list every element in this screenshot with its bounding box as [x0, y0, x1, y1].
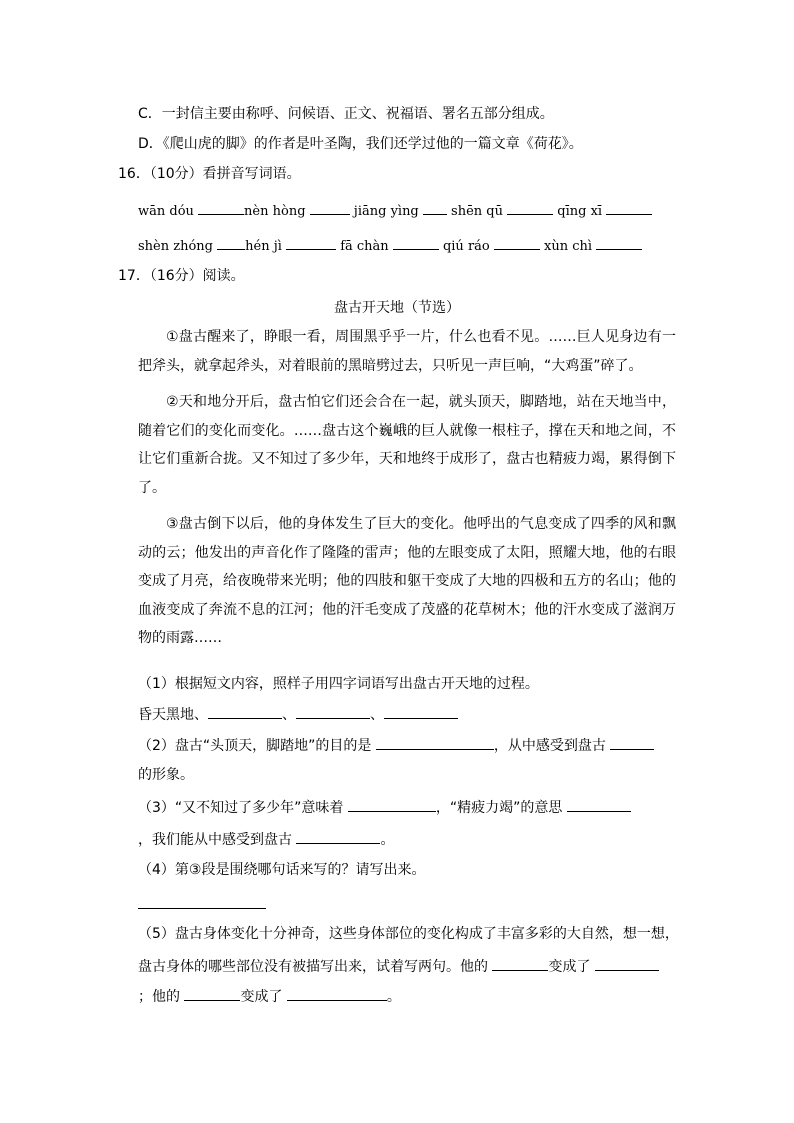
answer-blank[interactable]: [393, 235, 439, 250]
answer-blank[interactable]: [287, 986, 387, 1001]
paragraph-2: ②天和地分开后，盘古怕它们还会合在一起，就头顶天，脚踏地，站在天地当中，随着它们的变化而变化。……盘古这个巍峨的巨人就像一根柱子，撑在天和地之间，不让它们重新合拢。又不知过了多少年，天和地终于成形了，盘古也精疲力竭，累得倒下了。: [138, 394, 676, 496]
pinyin-item: nèn hòng: [244, 204, 306, 219]
answer-blank[interactable]: [138, 908, 266, 909]
pinyin-item: qīng xī: [557, 204, 603, 219]
paragraph-1: ①盘古醒来了，睁眼一看，周围黑乎乎一片，什么也看不见。……巨人见身边有一把斧头，就拿起斧头，对着眼前的黑暗劈过去，只听见一声巨响，“大鸡蛋”碎了。: [138, 329, 676, 374]
answer-blank[interactable]: [384, 704, 458, 719]
answer-blank[interactable]: [492, 956, 548, 971]
answer-blank[interactable]: [507, 200, 553, 215]
pinyin-item: shèn zhóng: [138, 239, 213, 254]
sub-question-1: （1）根据短文内容，照样子用四字词语写出盘古开天地的过程。: [138, 676, 539, 692]
question-17-heading: 17．（16分）阅读。: [118, 268, 245, 284]
answer-blank[interactable]: [494, 235, 540, 250]
answer-blank[interactable]: [606, 200, 652, 215]
question-text: 变成了: [548, 959, 591, 975]
pinyin-item: shēn qū: [451, 204, 503, 219]
question-text: 盘古身体的哪些部位没有被描写出来，试着写两句。他的: [138, 959, 488, 975]
answer-blank[interactable]: [198, 200, 244, 215]
pinyin-item: jiāng yìng: [353, 204, 419, 219]
sub-question-4: （4）第③段是围绕哪句话来写的？请写出来。: [138, 862, 426, 878]
option-c: C．一封信主要由称呼、问候语、正文、祝福语、署名五部分组成。: [138, 106, 554, 122]
answer-blank[interactable]: [310, 200, 350, 215]
sub-question-2: [138, 735, 654, 756]
answer-blank[interactable]: [423, 200, 447, 215]
pinyin-item: qiú ráo: [442, 239, 490, 254]
pinyin-item: hén jì: [245, 239, 282, 254]
separator: 、: [282, 707, 296, 723]
answer-blank[interactable]: [217, 235, 245, 250]
answer-blank[interactable]: [595, 956, 659, 971]
example-word: 昏天黑地、: [138, 707, 208, 723]
answer-blank[interactable]: [596, 235, 642, 250]
answer-blank[interactable]: [567, 797, 631, 812]
pinyin-item: fā chàn: [340, 239, 389, 254]
separator: 、: [370, 707, 384, 723]
sub-question-5-cont2: [138, 986, 401, 1007]
question-text: 。: [386, 989, 401, 1005]
sub-question-3: [138, 797, 631, 818]
question-16-heading: 16．（10分）看拼音写词语。: [118, 166, 301, 182]
sub-question-5: （5）盘古身体变化十分神奇，这些身体部位的变化构成了丰富多彩的大自然，想一想，: [138, 926, 679, 942]
answer-blank[interactable]: [208, 704, 282, 719]
question-text: ；他的: [138, 989, 180, 1005]
answer-blank[interactable]: [348, 797, 436, 812]
pinyin-row-2: [138, 235, 642, 257]
question-text: ，“精疲力竭”的意思: [435, 800, 563, 816]
question-text: ，我们能从中感受到盘古: [138, 832, 292, 848]
paragraph-3: ③盘古倒下以后，他的身体发生了巨大的变化。他呼出的气息变成了四季的风和飘动的云；他发出的声音化作了隆隆的雷声；他的左眼变成了太阳，照耀大地，他的右眼变成了月亮，给夜晚带来光明；他的四肢和躯干变成了大地的四极和五方的名山；他的血液变成了奔流不息的江河；他的汗毛变成了茂盛的花草树木；他的汗水变成了滋润万物的雨露……: [138, 516, 676, 646]
pinyin-item: wān dóu: [138, 204, 194, 219]
answer-blank[interactable]: [610, 735, 654, 750]
sub-question-2-cont: 的形象。: [138, 767, 194, 783]
pinyin-row-1: [138, 200, 652, 222]
sub-question-1-answer: [138, 704, 458, 725]
answer-blank[interactable]: [296, 829, 380, 844]
option-d: D．《爬山虎的脚》的作者是叶圣陶，我们还学过他的一篇文章《荷花》。: [138, 136, 583, 152]
question-text: 。: [380, 832, 395, 848]
question-text: （3）“又不知过了多少年”意味着: [138, 800, 344, 816]
question-text: ，从中感受到盘古: [493, 738, 606, 754]
question-text: 变成了: [240, 989, 283, 1005]
answer-blank[interactable]: [286, 235, 336, 250]
answer-blank[interactable]: [184, 986, 240, 1001]
sub-question-5-cont: [138, 956, 659, 977]
answer-blank[interactable]: [376, 735, 494, 750]
answer-blank[interactable]: [296, 704, 370, 719]
question-text: （2）盘古“头顶天，脚踏地”的目的是: [138, 738, 372, 754]
sub-question-3-cont: [138, 829, 394, 850]
passage-title: 盘古开天地（节选）: [334, 300, 460, 316]
pinyin-item: xùn chì: [544, 239, 593, 254]
